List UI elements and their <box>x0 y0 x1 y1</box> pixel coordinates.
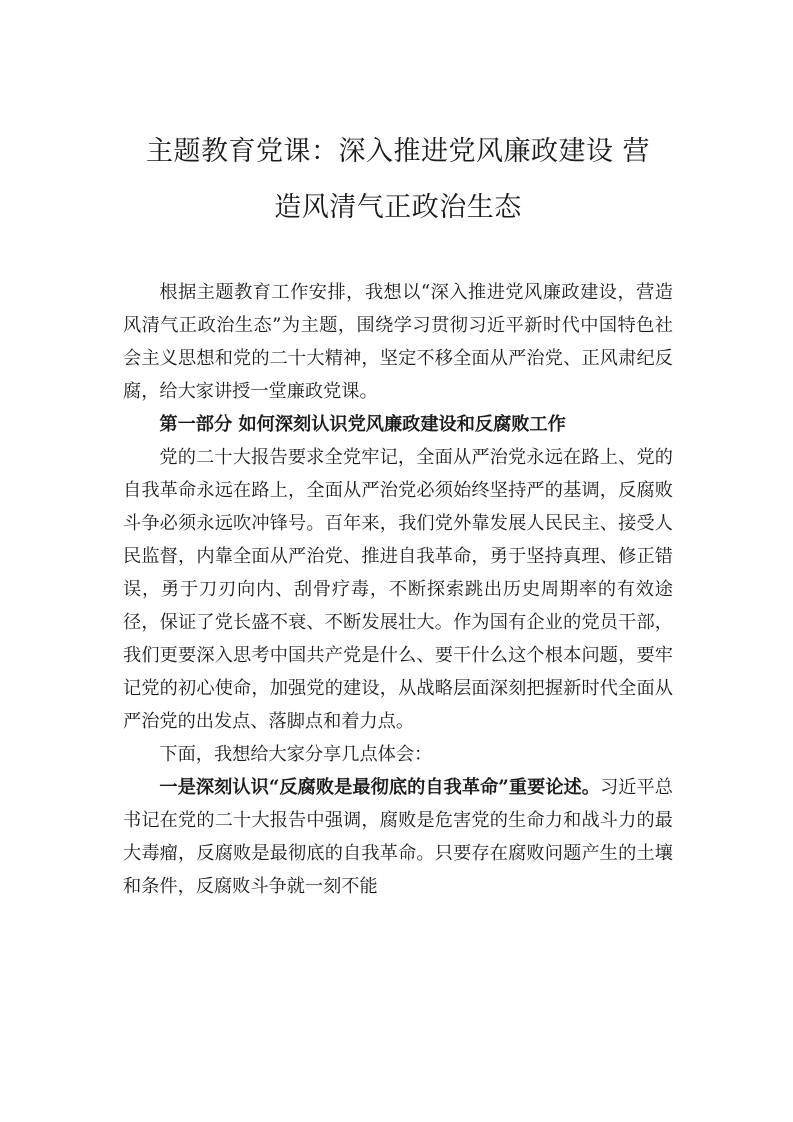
intro-paragraph: 根据主题教育工作安排，我想以“深入推进党风廉政建设，营造风清气正政治生态”为主题，围绕学习贯彻习近平新时代中国特色社会主义思想和党的二十大精神，坚定不移全面从严治党、正风肃纪反腐，给大家讲授一堂廉政党课。 <box>123 282 673 402</box>
document-title <box>115 124 681 236</box>
section-heading: 第一部分 如何深刻认识党风廉政建设和反腐败工作 <box>159 414 566 435</box>
document-page <box>123 124 673 903</box>
point-lead: 一是深刻认识“反腐败是最彻底的自我革命”重要论述。 <box>159 777 601 798</box>
document-body <box>123 276 673 903</box>
title-line-2: 造风清气正政治生态 <box>274 192 522 223</box>
point-text: 习近平总书记在党的二十大报告中强调，腐败是危害党的生命力和战斗力的最大毒瘤，反腐败是最彻底的自我革命。只要存在腐败问题产生的土壤和条件，反腐败斗争就一刻不能 <box>123 777 673 897</box>
section-paragraph: 党的二十大报告要求全党牢记，全面从严治党永远在路上、党的自我革命永远在路上，全面从严治党必须始终坚持严的基调，反腐败斗争必须永远吹冲锋号。百年来，我们党外靠发展人民民主、接受人民监督，内靠全面从严治党、推进自我革命，勇于坚持真理、修正错误，勇于刀刃向内、刮骨疗毒，不断探索跳出历史周期率的有效途径，保证了党长盛不衰、不断发展壮大。作为国有企业的党员干部，我们更要深入思考中国共产党是什么、要干什么这个根本问题，要牢记党的初心使命，加强党的建设，从战略层面深刻把握新时代全面从严治党的出发点、落脚点和着力点。 <box>123 447 673 732</box>
title-line-1: 主题教育党课：深入推进党风廉政建设 营 <box>145 136 651 167</box>
point-paragraph <box>123 771 673 903</box>
transition-paragraph: 下面，我想给大家分享几点体会： <box>159 744 433 765</box>
